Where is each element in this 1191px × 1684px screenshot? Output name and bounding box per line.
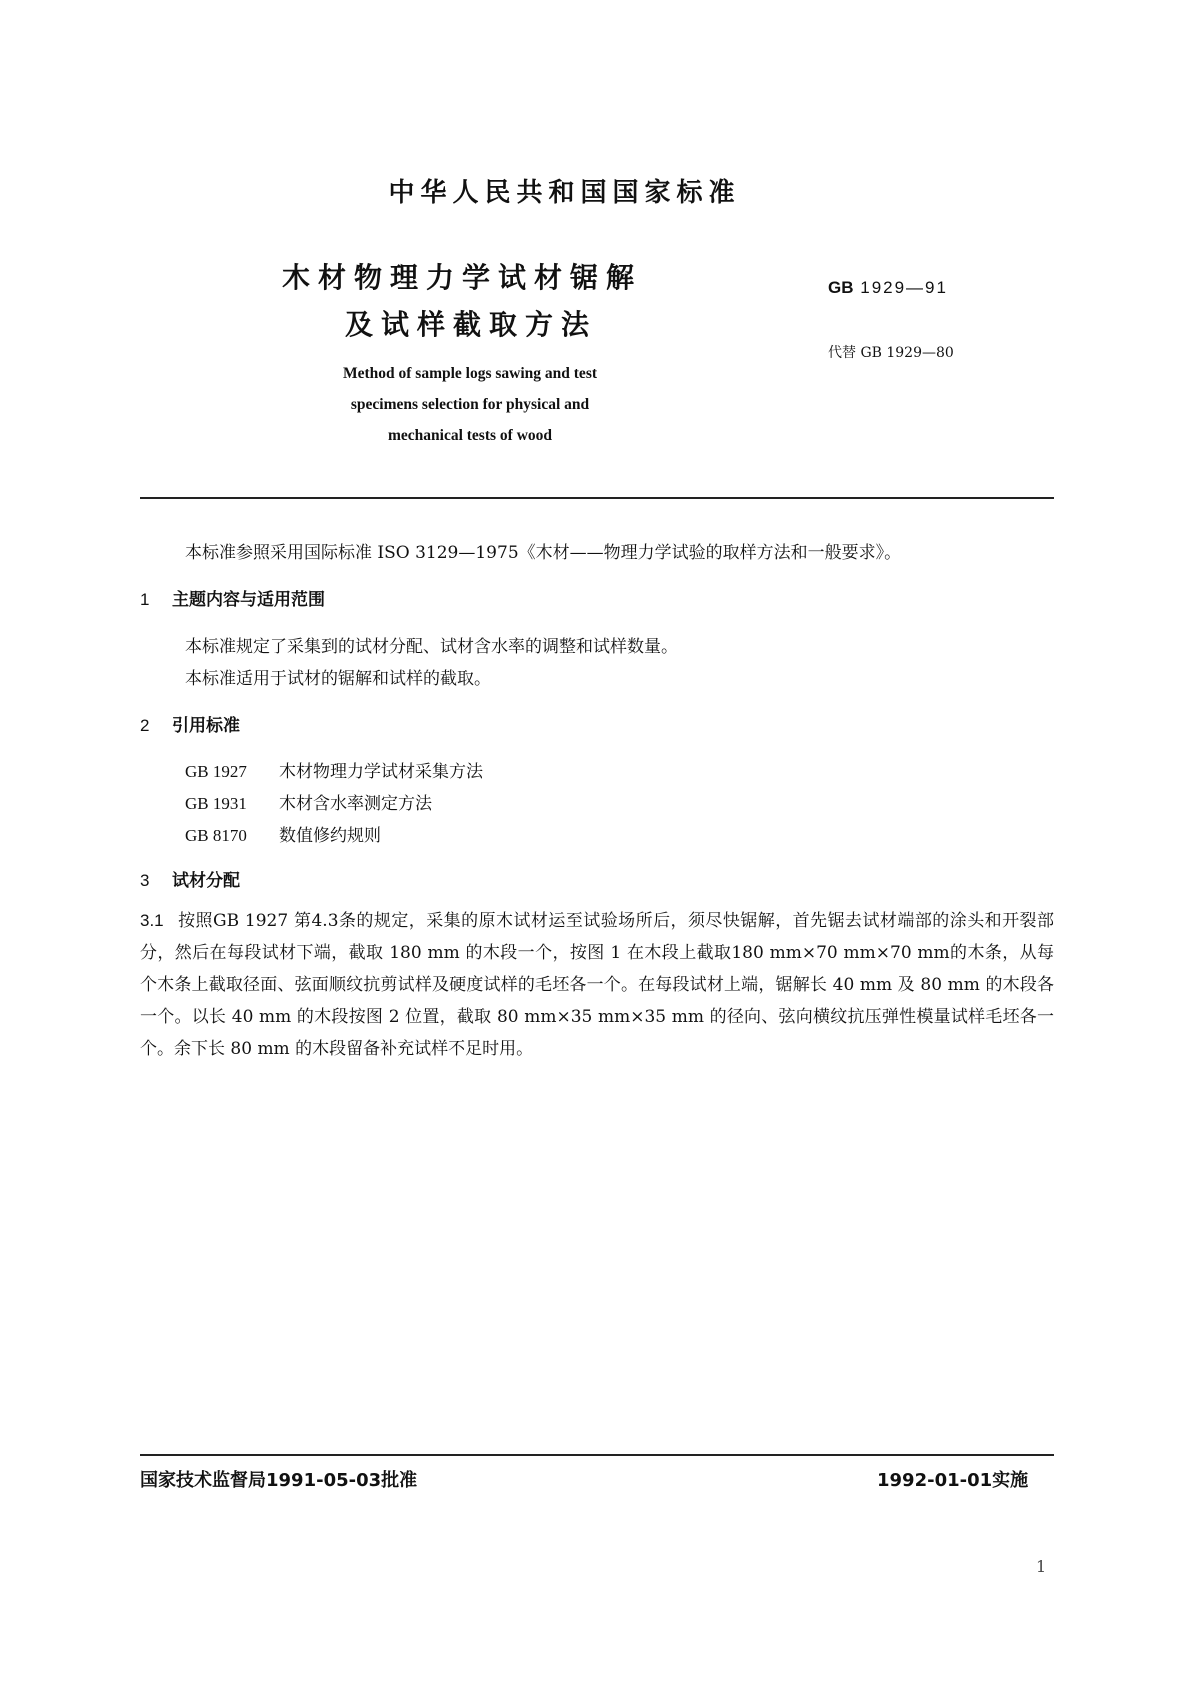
page-number: 1 xyxy=(1036,1557,1047,1576)
document-title-line2: 及试样截取方法 xyxy=(345,308,598,341)
english-title-line2: specimens selection for physical and xyxy=(350,396,590,413)
reference-code: GB 1931 xyxy=(185,794,247,813)
intro-paragraph: 本标准参照采用国际标准 ISO 3129—1975《木材——物理力学试验的取样方法和一般要求》。 xyxy=(185,543,902,563)
section-3-heading xyxy=(140,866,240,891)
section-2-heading xyxy=(140,711,240,736)
section-1-paragraph-1: 本标准规定了采集到的试材分配、试材含水率的调整和试样数量。 xyxy=(185,637,678,657)
section-3-title: 试材分配 xyxy=(172,871,240,891)
footer-divider xyxy=(140,1454,1054,1456)
replaces-note: 代替 GB 1929—80 xyxy=(828,345,954,361)
clause-text: 按照GB 1927 第4.3条的规定，采集的原木试材运至试验场所后，须尽快锯解，首先锯去试材端部的涂头和开裂部分，然后在每段试材下端，截取 180 mm 的木段一个，按图 1 在木段上截取180 mm×70 mm×70 mm的木条，从每个木条上截取径面、弦面顺纹抗剪试样及硬度试样的毛坯各一个。在每段试材上端，锯解长 40 mm 及 80 mm 的木段各一个。以长 40 mm 的木段按图 2 位置，截取 80 mm×35 mm×35 mm 的径向、弦向横纹抗压弹性模量试样毛坯各一个。余下长 80 mm 的木段留备补充试样不足时用。 xyxy=(140,911,1054,1059)
section-1-heading xyxy=(140,585,325,610)
section-3-number: 3 xyxy=(140,871,150,890)
document-title-line1: 木材物理力学试材锯解 xyxy=(282,261,643,294)
reference-title: 木材含水率测定方法 xyxy=(279,794,432,814)
clause-3-1 xyxy=(140,905,1054,1065)
effective-date: 1992-01-01实施 xyxy=(877,1470,1029,1491)
national-standard-heading: 中华人民共和国国家标准 xyxy=(388,178,741,208)
reference-code: GB 8170 xyxy=(185,826,247,845)
code-prefix: GB xyxy=(828,278,854,297)
code-number: 1929—91 xyxy=(860,278,948,297)
english-title-line3: mechanical tests of wood xyxy=(387,427,553,444)
section-2-number: 2 xyxy=(140,716,150,735)
reference-item xyxy=(185,821,381,846)
reference-item xyxy=(185,757,483,782)
section-1-title: 主题内容与适用范围 xyxy=(172,590,325,610)
standard-code xyxy=(828,278,948,298)
approval-date: 国家技术监督局1991-05-03批准 xyxy=(140,1470,418,1491)
reference-item xyxy=(185,789,432,814)
reference-title: 数值修约规则 xyxy=(279,826,381,846)
english-title-line1: Method of sample logs sawing and test xyxy=(342,365,598,382)
header-divider xyxy=(140,497,1054,499)
section-2-title: 引用标准 xyxy=(172,716,240,736)
reference-title: 木材物理力学试材采集方法 xyxy=(279,762,483,782)
section-1-paragraph-2: 本标准适用于试材的锯解和试样的截取。 xyxy=(185,669,491,689)
section-1-number: 1 xyxy=(140,590,150,609)
clause-number: 3.1 xyxy=(140,911,164,930)
reference-code: GB 1927 xyxy=(185,762,247,781)
